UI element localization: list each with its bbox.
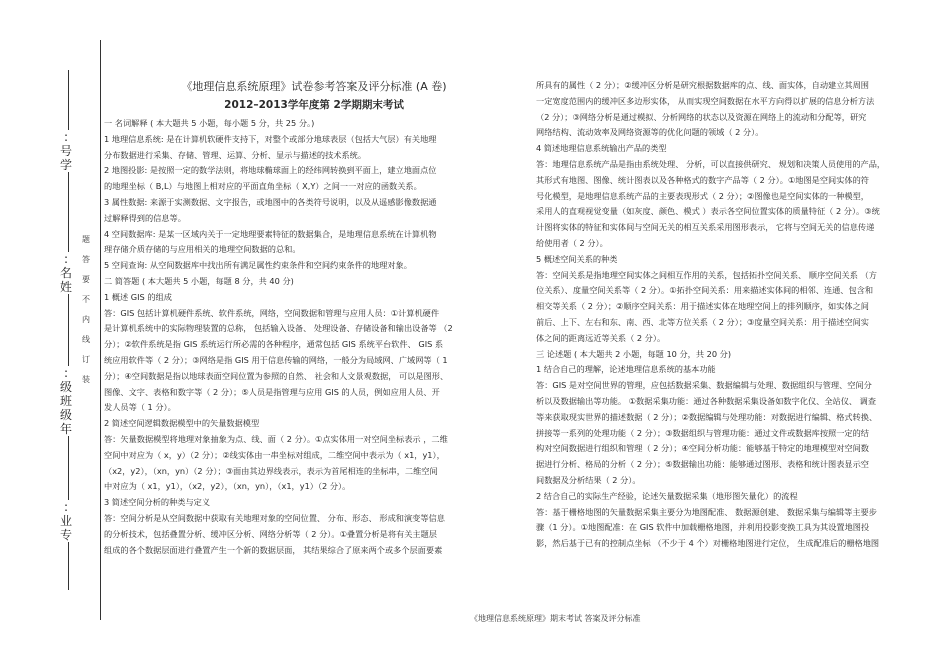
text-line: 骤（1 分）。①地图配准：在 GIS 软件中加载栅格地图，并利用投影变换工具为其设置地图投	[536, 522, 870, 533]
text-line: 4 简述地理信息系统输出产品的类型	[536, 143, 667, 154]
text-line: 理存储介质存储的与应用相关的地理空间数据的总和。	[104, 244, 301, 255]
text-line: 5 空间查询: 从空间数据库中找出所有满足属性约束条件和空间约束条件的地理对象。	[104, 260, 412, 271]
text-line: 统应用软件等（ 2 分）；③网络是指 GIS 用于信息传输的网络，一般分为局域网、广域网等（ 1	[104, 354, 448, 365]
binding-note: 题答要不内线订装	[80, 230, 92, 390]
text-line: 三 论述题 ( 本大题共 2 小题，每题 10 分，共 20 分)	[536, 348, 732, 359]
text-line: 位关系）、度量空间关系等（ 2 分）。①拓扑空间关系：用来描述实体间的相邻、连通、包含和	[536, 285, 874, 296]
text-line: 的分析技术，包括叠置分析、缓冲区分析、网络分析等（ 2 分）。①叠置分析是将有关主题层	[104, 528, 437, 539]
text-line: 采用人的直观视觉变量（如灰度、颜色、模式 ）表示各空间位置实体的质量特征（ 2 分）。③统	[536, 206, 880, 217]
text-line: 网络结构、流动效率及网络资源等的优化问题的领域（ 2 分）。	[536, 127, 764, 138]
text-line: 前后、上下、左右和东、南、西、北等方位关系（ 2 分）；③度量空间关系：用于描述空间实	[536, 316, 869, 327]
text-line: 2 结合自己的实际生产经验，论述矢量数据采集（地形图矢量化）的流程	[536, 490, 798, 501]
left-body	[104, 116, 524, 558]
text-line: 一 名词解释 ( 本大题共 5 小题，每小题 5 分，共 25 分。)	[104, 118, 315, 128]
text-line: 影，然后基于已有的控制点坐标 （不少于 4 个）对栅格地图进行定位， 生成配准后的栅格地图	[536, 538, 880, 549]
text-line: 分）；④空间数据是指以地球表面空间位置为参照的自然、 社会和人文景观数据， 可以是图形、	[104, 370, 449, 381]
exam-title: 《地理信息系统原理》试卷参考答案及评分标准 (A 卷)	[181, 80, 447, 93]
text-line: 二 简答题 ( 本大题共 5 小题，每题 8 分，共 40 分)	[104, 275, 294, 286]
text-line: 答：空间关系是指地理空间实体之间相互作用的关系，包括拓扑空间关系、 顺序空间关系 （方	[536, 269, 877, 280]
text-line: 体之间的距离远近等关系（ 2 分）。	[536, 332, 666, 343]
exam-subtitle: 2012–2013学年度第 2学期期末考试	[224, 99, 404, 111]
text-line: 答：GIS 是对空间世界的管理，应包括数据采集、数据编辑与处理、数据组织与管理、空间分	[536, 380, 872, 391]
text-line: 号化模型，是地理信息系统产品的主要表现形式（ 2 分）；②图像也是空间实体的一种模型，	[536, 190, 869, 201]
text-line: 组成的各个数据层面进行叠置产生一个新的数据层面， 其结果综合了原来两个或多个层面要素	[104, 544, 443, 555]
text-line: 相交等关系（ 2 分）；②顺序空间关系：用于描述实体在地理空间上的排列顺序，如实体之间	[536, 301, 869, 312]
text-line: 2 地图投影: 是按照一定的数学法则，将地球椭球面上的经纬网转换到平面上，建立地面点位	[104, 165, 437, 176]
text-line: 间数据及分析结果（ 2 分）。	[536, 474, 641, 485]
student-id-label: :号学	[59, 130, 72, 172]
text-line: 3 属性数据: 来源于实测数据、文字报告，或地图中的各类符号说明，以及从遥感影像数据通	[104, 196, 437, 207]
text-line: 5 概述空间关系的种类	[536, 253, 618, 264]
text-line: 所具有的属性（ 2 分）；②缓冲区分析是研究根据数据库的点、线、面实体，自动建立其周围	[536, 80, 869, 90]
text-line: 答：GIS 包括计算机硬件系统、软件系统，网络，空间数据和管理与应用人员：①计算机硬件	[104, 307, 440, 318]
right-column	[536, 78, 946, 552]
text-line: 析以及数据输出等功能。 ①数据采集功能：通过各种数据采集设备如数字化仪、全站仪、 调查	[536, 395, 877, 406]
text-line: 给使用者（ 2 分）。	[536, 237, 608, 248]
text-line: 1 地理信息系统: 是在计算机软硬件支持下，对整个或部分地球表层（包括大气层）有关地理	[104, 133, 437, 144]
text-line: 1 结合自己的理解，论述地理信息系统的基本功能	[536, 364, 716, 375]
text-line: 答：空间分析是从空间数据中获取有关地理对象的空间位置、 分布、形态、 形成和演变等信息	[104, 512, 445, 523]
text-line: 拼接等一系列的处理功能（ 2 分）；③数据组织与管理功能：通过文件或数据库按照一定的结	[536, 427, 869, 438]
binding-margin	[0, 0, 100, 658]
text-line: 构对空间数据进行组织和管理（ 2 分）；④空间分析功能：能够基于特定的地理模型对空间数	[536, 443, 869, 454]
text-line: 其形式有地图、图像、统计图表以及各种格式的数字产品等（ 2 分）。①地图是空间实体的符	[536, 174, 869, 185]
text-line: 一定宽度范围内的缓冲区多边形实体， 从而实现空间数据在水平方向得以扩展的信息分析方法	[536, 95, 875, 106]
text-line: 答：地理信息系统产品是指由系统处理、 分析，可以直接供研究、 规划和决策人员使用的产品，	[536, 158, 886, 169]
class-label: :级班级年	[59, 366, 72, 436]
text-line: 过解释得到的信息等。	[104, 212, 186, 223]
binding-line-right	[100, 40, 101, 620]
text-line: 分布数据进行采集、存储、管理、运算、分析、显示与描述的技术系统。	[104, 149, 367, 160]
page-footer: 《地理信息系统原理》期末考试 答案及评分标准	[470, 614, 641, 623]
text-line: 2 简述空间逻辑数据模型中的矢量数据模型	[104, 418, 260, 429]
text-line: 空间中对应为（ x，y）（2 分）；②线实体由一串坐标对组成，二维空间中表示为（ x1，y1），	[104, 449, 445, 460]
text-line: （x2，y2），（xn，yn）（2 分）；③面由其边界线表示，表示为首尾相连的坐标串，二维空间	[104, 465, 438, 476]
text-line: 答：基于栅格地图的矢量数据采集主要分为地图配准、 数据源创建、 数据采集与编辑等主要步	[536, 506, 877, 517]
text-line: （2 分）；③网络分析是通过模拟、分析网络的状态以及资源在网络上的流动和分配等，研究	[536, 111, 867, 122]
text-line: 4 空间数据库: 是某一区域内关于一定地理要素特征的数据集合，是地理信息系统在计算机物	[104, 228, 437, 239]
major-label: :业专	[59, 500, 72, 542]
text-line: 3 简述空间分析的种类与定义	[104, 497, 211, 508]
text-line: 等来获取现实世界的描述数据（ 2 分）；②数据编辑与处理功能：对数据进行编辑、格式转换、	[536, 411, 878, 422]
text-line: 中对应为（ x1，y1），（x2，y2），（xn，yn），（x1，y1）（2 分）。	[104, 481, 351, 492]
left-column	[104, 78, 524, 558]
text-line: 计图将实体的特征和实体间与空间无关的相互关系采用图形表示， 它将与空间无关的信息传递	[536, 222, 875, 233]
text-line: 发人员等（ 1 分）。	[104, 402, 176, 413]
text-line: 1 概述 GIS 的组成	[104, 291, 172, 302]
text-line: 答：矢量数据模型将地理对象抽象为点、线、面（ 2 分）。①点实体用一对空间坐标表示 ，二维	[104, 433, 448, 444]
right-body	[536, 78, 946, 552]
text-line: 图像、文字、表格和数字等（ 2 分）；⑤人员是指管理与应用 GIS 的人员，例如应用人员、开	[104, 386, 440, 397]
student-name-label: :名姓	[59, 252, 72, 294]
text-line: 是计算机系统中的实际物理装置的总称， 包括输入设备、 处理设备、存储设备和输出设备等 （2	[104, 323, 453, 334]
text-line: 分）；②软件系统是指 GIS 系统运行所必需的各种程序，通常包括 GIS 系统平台软件、 GIS 系	[104, 339, 444, 350]
text-line: 据进行分析、格局的分析（ 2 分）；⑤数据输出功能：能够通过图形、表格和统计图表显示空	[536, 459, 869, 470]
text-line: 的地理坐标（ B,L）与地图上相对应的平面直角坐标（ X,Y）之间一一对应的函数关系。	[104, 181, 422, 192]
